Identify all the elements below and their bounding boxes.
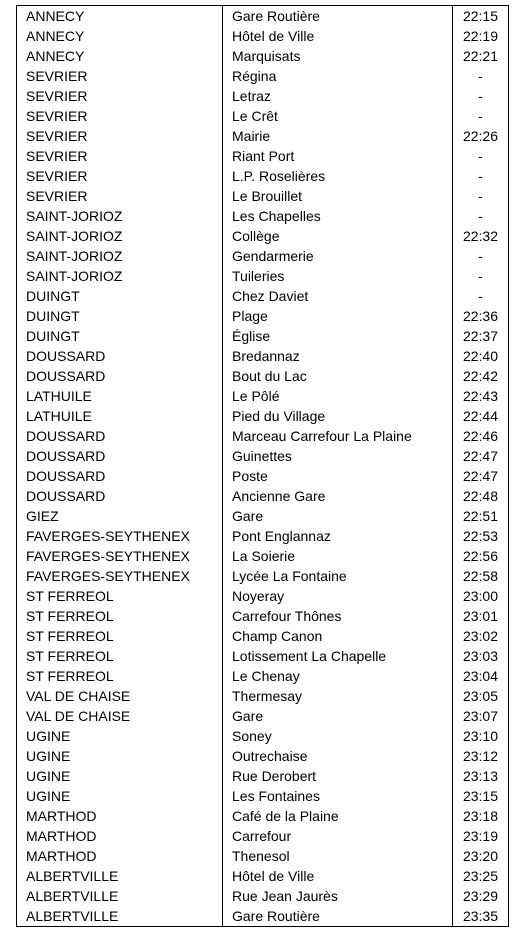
time-cell: - xyxy=(453,106,509,126)
time-cell: - xyxy=(453,266,509,286)
commune-cell: SAINT-JORIOZ xyxy=(17,226,223,246)
commune-cell: FAVERGES-SEYTHENEX xyxy=(17,566,223,586)
table-row xyxy=(17,746,509,766)
table-row xyxy=(17,406,509,426)
stop-cell: Collège xyxy=(223,226,453,246)
stop-cell: Gare Routière xyxy=(223,906,453,927)
commune-cell: ANNECY xyxy=(17,6,223,27)
stop-cell: Noyeray xyxy=(223,586,453,606)
commune-cell: DUINGT xyxy=(17,286,223,306)
table-row xyxy=(17,386,509,406)
time-cell: 22:21 xyxy=(453,46,509,66)
commune-cell: SEVRIER xyxy=(17,86,223,106)
table-row xyxy=(17,506,509,526)
table-row xyxy=(17,526,509,546)
stop-cell: Gare xyxy=(223,506,453,526)
stop-cell: Thenesol xyxy=(223,846,453,866)
commune-cell: ST FERREOL xyxy=(17,606,223,626)
stop-cell: Café de la Plaine xyxy=(223,806,453,826)
table-row xyxy=(17,106,509,126)
stop-cell: Carrefour xyxy=(223,826,453,846)
commune-cell: LATHUILE xyxy=(17,386,223,406)
commune-cell: DOUSSARD xyxy=(17,346,223,366)
time-cell: - xyxy=(453,206,509,226)
timetable-body xyxy=(17,6,509,927)
table-row xyxy=(17,446,509,466)
commune-cell: ALBERTVILLE xyxy=(17,886,223,906)
table-row xyxy=(17,906,509,927)
time-cell: 23:12 xyxy=(453,746,509,766)
table-row xyxy=(17,26,509,46)
table-row xyxy=(17,126,509,146)
commune-cell: UGINE xyxy=(17,766,223,786)
time-cell: 22:56 xyxy=(453,546,509,566)
time-cell: - xyxy=(453,146,509,166)
table-row xyxy=(17,786,509,806)
time-cell: - xyxy=(453,286,509,306)
time-cell: 22:36 xyxy=(453,306,509,326)
stop-cell: Ancienne Gare xyxy=(223,486,453,506)
stop-cell: Chez Daviet xyxy=(223,286,453,306)
commune-cell: UGINE xyxy=(17,746,223,766)
table-row xyxy=(17,706,509,726)
stop-cell: Lotissement La Chapelle xyxy=(223,646,453,666)
commune-cell: ALBERTVILLE xyxy=(17,866,223,886)
stop-cell: Le Pôlé xyxy=(223,386,453,406)
commune-cell: SEVRIER xyxy=(17,146,223,166)
stop-cell: Les Chapelles xyxy=(223,206,453,226)
timetable xyxy=(16,5,508,927)
stop-cell: Rue Jean Jaurès xyxy=(223,886,453,906)
table-row xyxy=(17,366,509,386)
stop-cell: Hôtel de Ville xyxy=(223,26,453,46)
time-cell: 23:05 xyxy=(453,686,509,706)
timetable-table xyxy=(16,5,509,927)
table-row xyxy=(17,206,509,226)
commune-cell: ST FERREOL xyxy=(17,666,223,686)
time-cell: 22:53 xyxy=(453,526,509,546)
stop-cell: Bredannaz xyxy=(223,346,453,366)
commune-cell: ST FERREOL xyxy=(17,646,223,666)
time-cell: 23:18 xyxy=(453,806,509,826)
commune-cell: VAL DE CHAISE xyxy=(17,686,223,706)
time-cell: 22:47 xyxy=(453,466,509,486)
table-row xyxy=(17,306,509,326)
commune-cell: SAINT-JORIOZ xyxy=(17,246,223,266)
table-row xyxy=(17,766,509,786)
time-cell: 23:10 xyxy=(453,726,509,746)
time-cell: 23:15 xyxy=(453,786,509,806)
stop-cell: Letraz xyxy=(223,86,453,106)
stop-cell: Tuileries xyxy=(223,266,453,286)
commune-cell: MARTHOD xyxy=(17,806,223,826)
commune-cell: GIEZ xyxy=(17,506,223,526)
time-cell: 22:48 xyxy=(453,486,509,506)
time-cell: 23:29 xyxy=(453,886,509,906)
table-row xyxy=(17,46,509,66)
commune-cell: DUINGT xyxy=(17,326,223,346)
table-row xyxy=(17,546,509,566)
commune-cell: MARTHOD xyxy=(17,826,223,846)
time-cell: 23:02 xyxy=(453,626,509,646)
time-cell: 22:42 xyxy=(453,366,509,386)
time-cell: 22:46 xyxy=(453,426,509,446)
time-cell: 23:07 xyxy=(453,706,509,726)
table-row xyxy=(17,326,509,346)
stop-cell: Outrechaise xyxy=(223,746,453,766)
time-cell: 23:04 xyxy=(453,666,509,686)
table-row xyxy=(17,66,509,86)
commune-cell: ST FERREOL xyxy=(17,626,223,646)
stop-cell: Champ Canon xyxy=(223,626,453,646)
commune-cell: SEVRIER xyxy=(17,166,223,186)
table-row xyxy=(17,726,509,746)
commune-cell: ANNECY xyxy=(17,26,223,46)
table-row xyxy=(17,86,509,106)
time-cell: 23:03 xyxy=(453,646,509,666)
table-row xyxy=(17,826,509,846)
table-row xyxy=(17,266,509,286)
stop-cell: Gendarmerie xyxy=(223,246,453,266)
stop-cell: Poste xyxy=(223,466,453,486)
table-row xyxy=(17,466,509,486)
commune-cell: DUINGT xyxy=(17,306,223,326)
time-cell: 22:15 xyxy=(453,6,509,27)
table-row xyxy=(17,666,509,686)
stop-cell: Pied du Village xyxy=(223,406,453,426)
stop-cell: Bout du Lac xyxy=(223,366,453,386)
stop-cell: Hôtel de Ville xyxy=(223,866,453,886)
table-row xyxy=(17,226,509,246)
time-cell: 22:26 xyxy=(453,126,509,146)
stop-cell: Rue Derobert xyxy=(223,766,453,786)
commune-cell: DOUSSARD xyxy=(17,426,223,446)
time-cell: 22:32 xyxy=(453,226,509,246)
time-cell: 22:47 xyxy=(453,446,509,466)
stop-cell: Pont Englannaz xyxy=(223,526,453,546)
table-row xyxy=(17,806,509,826)
commune-cell: SAINT-JORIOZ xyxy=(17,206,223,226)
stop-cell: Marquisats xyxy=(223,46,453,66)
time-cell: 23:25 xyxy=(453,866,509,886)
stop-cell: Mairie xyxy=(223,126,453,146)
commune-cell: LATHUILE xyxy=(17,406,223,426)
commune-cell: DOUSSARD xyxy=(17,446,223,466)
table-row xyxy=(17,886,509,906)
time-cell: 23:20 xyxy=(453,846,509,866)
table-row xyxy=(17,866,509,886)
table-row xyxy=(17,846,509,866)
stop-cell: Carrefour Thônes xyxy=(223,606,453,626)
table-row xyxy=(17,146,509,166)
commune-cell: DOUSSARD xyxy=(17,366,223,386)
stop-cell: Les Fontaines xyxy=(223,786,453,806)
commune-cell: DOUSSARD xyxy=(17,466,223,486)
table-row xyxy=(17,626,509,646)
table-row xyxy=(17,606,509,626)
commune-cell: SEVRIER xyxy=(17,106,223,126)
commune-cell: MARTHOD xyxy=(17,846,223,866)
time-cell: - xyxy=(453,166,509,186)
stop-cell: Plage xyxy=(223,306,453,326)
time-cell: 22:37 xyxy=(453,326,509,346)
stop-cell: Marceau Carrefour La Plaine xyxy=(223,426,453,446)
table-row xyxy=(17,586,509,606)
stop-cell: Soney xyxy=(223,726,453,746)
time-cell: 22:51 xyxy=(453,506,509,526)
table-row xyxy=(17,686,509,706)
commune-cell: UGINE xyxy=(17,726,223,746)
stop-cell: Le Brouillet xyxy=(223,186,453,206)
table-row xyxy=(17,166,509,186)
commune-cell: FAVERGES-SEYTHENEX xyxy=(17,526,223,546)
stop-cell: Gare xyxy=(223,706,453,726)
stop-cell: Thermesay xyxy=(223,686,453,706)
time-cell: 22:19 xyxy=(453,26,509,46)
time-cell: 23:00 xyxy=(453,586,509,606)
commune-cell: SEVRIER xyxy=(17,186,223,206)
commune-cell: UGINE xyxy=(17,786,223,806)
stop-cell: Le Crêt xyxy=(223,106,453,126)
table-row xyxy=(17,286,509,306)
stop-cell: Régina xyxy=(223,66,453,86)
stop-cell: La Soierie xyxy=(223,546,453,566)
table-row xyxy=(17,246,509,266)
stop-cell: Gare Routière xyxy=(223,6,453,27)
time-cell: - xyxy=(453,246,509,266)
table-row xyxy=(17,646,509,666)
commune-cell: ANNECY xyxy=(17,46,223,66)
time-cell: 22:58 xyxy=(453,566,509,586)
stop-cell: Le Chenay xyxy=(223,666,453,686)
stop-cell: Église xyxy=(223,326,453,346)
time-cell: - xyxy=(453,186,509,206)
time-cell: 22:44 xyxy=(453,406,509,426)
stop-cell: L.P. Roselières xyxy=(223,166,453,186)
commune-cell: SEVRIER xyxy=(17,126,223,146)
stop-cell: Lycée La Fontaine xyxy=(223,566,453,586)
commune-cell: VAL DE CHAISE xyxy=(17,706,223,726)
time-cell: 23:19 xyxy=(453,826,509,846)
time-cell: 23:13 xyxy=(453,766,509,786)
commune-cell: SEVRIER xyxy=(17,66,223,86)
commune-cell: ST FERREOL xyxy=(17,586,223,606)
table-row xyxy=(17,426,509,446)
table-row xyxy=(17,566,509,586)
time-cell: 23:01 xyxy=(453,606,509,626)
time-cell: 23:35 xyxy=(453,906,509,927)
stop-cell: Riant Port xyxy=(223,146,453,166)
time-cell: 22:40 xyxy=(453,346,509,366)
commune-cell: SAINT-JORIOZ xyxy=(17,266,223,286)
table-row xyxy=(17,486,509,506)
time-cell: 22:43 xyxy=(453,386,509,406)
table-row xyxy=(17,186,509,206)
time-cell: - xyxy=(453,66,509,86)
stop-cell: Guinettes xyxy=(223,446,453,466)
commune-cell: DOUSSARD xyxy=(17,486,223,506)
table-row xyxy=(17,6,509,27)
commune-cell: FAVERGES-SEYTHENEX xyxy=(17,546,223,566)
commune-cell: ALBERTVILLE xyxy=(17,906,223,927)
table-row xyxy=(17,346,509,366)
time-cell: - xyxy=(453,86,509,106)
